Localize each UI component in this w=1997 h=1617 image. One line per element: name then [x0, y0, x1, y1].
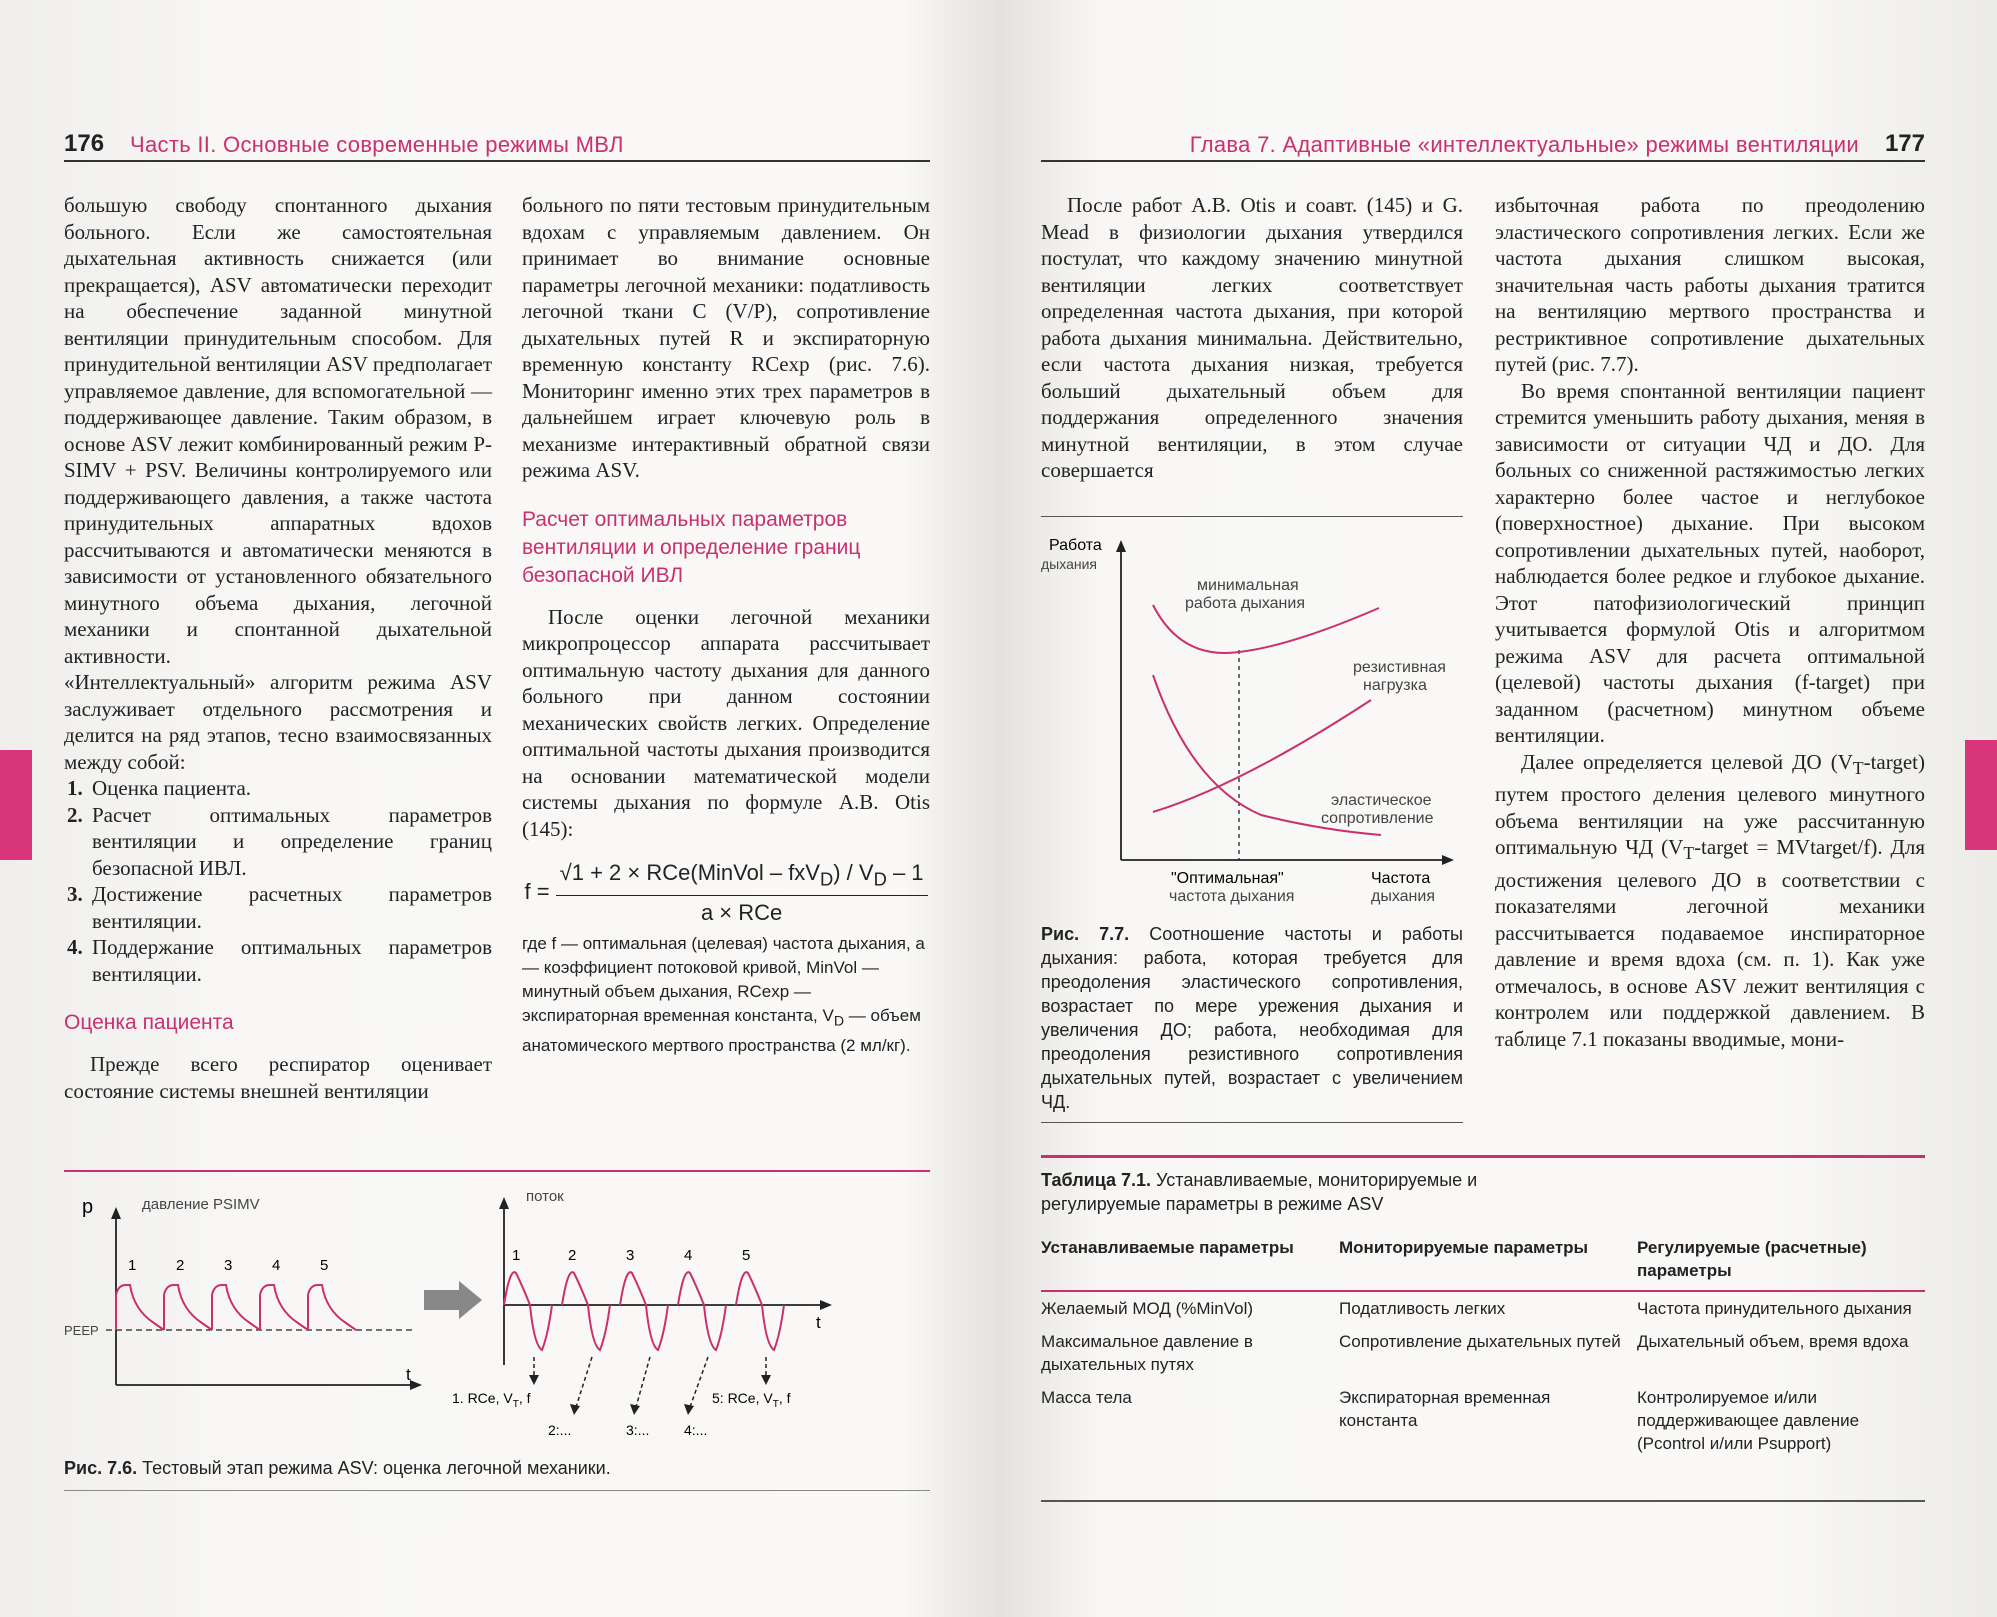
fig77-caption-text: Соотношение частоты и работы дыхания: работа, которая требуется для преодоления эластического сопротивления, возрастает по мере урежения дыхания и увеличения ДО; работа, необходимая для преодоления резистивного сопротивления дыхательных путей, возрастает с увеличением ЧД. [1041, 924, 1463, 1112]
resistive-label-2: нагрузка [1363, 677, 1427, 694]
right-column-2 [1495, 192, 1925, 1052]
breath-number: 2 [176, 1257, 185, 1274]
pressure-waveform [116, 1285, 356, 1330]
asv-parameters-table [1041, 1230, 1925, 1460]
breath-number: 4 [684, 1247, 693, 1264]
list-item: 1. Оценка пациента. [88, 775, 492, 802]
table-cell: Максимальное давление в дыхательных путях [1041, 1332, 1253, 1374]
breath-number: 5 [742, 1247, 751, 1264]
fig77-top-rule [1041, 516, 1463, 517]
pressure-x-arrow [410, 1380, 422, 1390]
table-header: Мониторируемые параметры [1339, 1230, 1637, 1291]
y-axis-label-1: Работа [1049, 537, 1102, 554]
pressure-psimv-label: давление PSIMV [142, 1196, 260, 1213]
breath-number: 5 [320, 1257, 329, 1274]
annot-arrowhead-1 [529, 1375, 539, 1385]
section-heading-patient-assessment: Оценка пациента [64, 1011, 234, 1034]
table-bottom-rule [1041, 1500, 1925, 1502]
formula-lhs: f = [524, 879, 550, 905]
t-label-right: t [816, 1313, 821, 1332]
optimal-freq-label-2: частота дыхания [1169, 888, 1295, 905]
elastic-label-1: эластическое [1331, 792, 1432, 809]
table-cell: Частота принудительного дыхания [1637, 1299, 1912, 1318]
p-label: p [82, 1196, 94, 1218]
fig76-caption-label: Рис. 7.6. [64, 1458, 138, 1478]
annot-breath-5: 5: RCe, $V_T$, f [712, 1390, 791, 1410]
table-caption-label: Таблица 7.1. [1041, 1170, 1152, 1190]
flow-y-arrow [499, 1197, 509, 1209]
right-col2-paragraph: избыточная работа по преодолению эластического сопротивления легких. Если же частота дыхания слишком высокая, значительная часть работы дыхания тратится на вентиляцию мертвого пространства и рестриктивное сопротивление дыхательных путей (рис. 7.7). [1495, 193, 1925, 376]
right-running-header [1041, 130, 1925, 162]
table-cell: Контролируемое и/или поддерживающее давление (Pcontrol и/или Psupport) [1637, 1388, 1860, 1453]
x-axis-label-2: дыхания [1371, 888, 1435, 905]
right-column-1 [1041, 192, 1463, 484]
annot-arrow-3 [636, 1357, 650, 1407]
min-work-label-2: работа дыхания [1185, 595, 1305, 612]
list-item: 4. Поддержание оптимальных параметров вентиляции. [88, 934, 492, 987]
figure-top-rule [64, 1170, 930, 1172]
flow-waveform [504, 1272, 784, 1350]
left-col2-paragraph-2: После оценки легочной механики микропроцессор аппарата рассчитывает оптимальную частоту дыхания для данного больного при данном состоянии механических свойств легких. Определение оптимальной частоты дыхания производится на основании математической модели системы дыхания по формуле A.B. Otis (145): [522, 604, 930, 841]
figure-7-6 [64, 1185, 930, 1450]
transition-arrow-icon [424, 1281, 482, 1319]
section-heading-optimal-params: Расчет оптимальных параметров вентиляции и определение границ безопасной ИВЛ [522, 507, 861, 587]
left-thumb-tab [0, 750, 32, 860]
annot-breath-4: 4:... [684, 1422, 708, 1438]
optimal-freq-label-1: "Оптимальная" [1171, 870, 1284, 887]
annot-breath-1: 1. RCe, $V_T$, f [452, 1390, 531, 1410]
table-cell: Экспираторная временная константа [1339, 1388, 1551, 1430]
left-page-number: 176 [64, 130, 105, 157]
annot-arrowhead-3 [630, 1404, 640, 1415]
breath-number: 3 [224, 1257, 233, 1274]
list-item: 2. Расчет оптимальных параметров вентиляции и определение границ безопасной ИВЛ. [88, 802, 492, 882]
right-page-number: 177 [1884, 130, 1925, 157]
t-label-left: t [406, 1365, 411, 1384]
annot-arrowhead-2 [570, 1404, 580, 1415]
left-column-1 [64, 192, 492, 1104]
table-row [1041, 1291, 1925, 1325]
breath-number: 4 [272, 1257, 281, 1274]
flow-label: поток [526, 1188, 564, 1205]
y-axis-label-2: дыхания [1041, 556, 1097, 572]
table-cell: Масса тела [1041, 1388, 1132, 1407]
table-row [1041, 1381, 1925, 1460]
left-column-2 [522, 192, 930, 1058]
right-col2-paragraph-2: Во время спонтанной вентиляции пациент стремится уменьшить работу дыхания, меняя в зависимости от ситуации ЧД и ДО. Для больных со сниженной растяжимостью легких характерно более частое и неглубокое (поверхностное) дыхание. При высоком сопротивлении дыхательных путей, наоборот, наблюдается более редкое и глубокое дыхание. Этот патофизиологический принцип учитывается формулой Otis и алгоритмом режима ASV для расчета оптимальной (целевой) частоты дыхания (f-target) при заданном (расчетном) минутном объеме вентиляции. [1495, 378, 1925, 747]
breath-number: 2 [568, 1247, 577, 1264]
left-running-header [64, 130, 930, 162]
formula-numerator: √1 + 2 × RCe(MinVol – $fxV_D) / V_D - 1$ [556, 860, 928, 896]
flow-x-arrow [820, 1300, 832, 1310]
table-header-row [1041, 1230, 1925, 1291]
fig76-caption-text: Тестовый этап режима ASV: оценка легочной механики. [142, 1458, 611, 1478]
table-cell: Податливость легких [1339, 1299, 1506, 1318]
otis-formula [522, 860, 930, 926]
formula-fraction [556, 860, 928, 926]
table-cell: Сопротивление дыхательных путей [1339, 1332, 1621, 1351]
breath-number: 1 [512, 1247, 521, 1264]
figure-7-7 [1041, 530, 1463, 910]
table-header: Регулируемые (расчетные) параметры [1637, 1230, 1925, 1291]
peep-label: PEEP [64, 1323, 99, 1338]
breath-number: 1 [128, 1257, 137, 1274]
fig76-caption [64, 1456, 930, 1480]
breath-number: 3 [626, 1247, 635, 1264]
total-work-curve [1153, 605, 1379, 653]
table-header: Устанавливаемые параметры [1041, 1230, 1339, 1291]
table-row [1041, 1325, 1925, 1381]
x-axis-label-1: Частота [1371, 870, 1431, 887]
annot-arrowhead-5 [761, 1375, 771, 1385]
pressure-y-arrow [111, 1207, 121, 1219]
left-col1-paragraph-3: Прежде всего респиратор оценивает состояние системы внешней вентиляции [64, 1052, 492, 1103]
work-y-arrow [1116, 540, 1126, 552]
annot-breath-3: 3:... [626, 1422, 650, 1438]
formula-denominator: a × RCe [700, 899, 783, 925]
table-cell: Дыхательный объем, время вдоха [1637, 1332, 1909, 1351]
min-work-label-1: минимальная [1197, 577, 1299, 594]
fig77-caption-label: Рис. 7.7. [1041, 924, 1130, 944]
resistive-label-1: резистивная [1353, 659, 1446, 676]
fig77-bottom-rule [1041, 1122, 1463, 1123]
right-col1-paragraph: После работ A.B. Otis и соавт. (145) и G. Mead в физиологии дыхания утвердился постулат, что каждому значению минутной вентиляции легких соответствует определенная частота дыхания, при которой работа дыхания минимальна. Действительно, если частота дыхания низкая, требуется больший дыхательный объем для поддержания определенного значения минутной вентиляции, в этом случае совершается [1041, 193, 1463, 482]
annot-arrow-2 [576, 1357, 592, 1407]
list-item: 3. Достижение расчетных параметров вентиляции. [88, 881, 492, 934]
table-caption-text: Устанавливаемые, мониторируемые и регулируемые параметры в режиме ASV [1041, 1170, 1478, 1214]
fig77-caption [1041, 922, 1463, 1114]
formula-legend: где f — оптимальная (целевая) частота дыхания, a — коэффициент потоковой кривой, MinVol — минутный объем дыхания, RCexp — экспираторная временная константа, $V_D$ — объем анатомического мертвого пространства (2 мл/кг). [522, 934, 925, 1055]
right-page [999, 0, 1997, 1617]
right-thumb-tab [1965, 740, 1997, 850]
annot-breath-2: 2:... [548, 1422, 572, 1438]
left-col2-paragraph: больного по пяти тестовым принудительным вдохам с управляемым давлением. Он принимает во внимание основные параметры легочной механики: податливость легочной ткани C (V/P), сопротивление дыхательных путей R и экспираторную временную константу RCexp (рис. 7.6). Мониторинг именно этих трех параметров в дальнейшем играет ключевую роль в механизме интерактивный обратной связи режима ASV. [522, 193, 930, 482]
right-col2-paragraph-3: Далее определяется целевой ДО $(V_T-target)$ путем простого деления целевого минутного объема вентиляции на уже рассчитанную оптимальную ЧД ($V_T$-target = MVtarget/f). Для достижения целевого ДО в соответствии с показателями легочной механики рассчитывается подаваемое инспираторное давление и время вдоха (см. п. 1). Как уже отмечалось, в основе ASV лежит вентиляция с контролем или поддержкой давлением. В таблице 7.1 показаны вводимые, мони- [1495, 749, 1926, 1051]
elastic-label-2: сопротивление [1321, 810, 1434, 827]
annot-arrowhead-4 [684, 1404, 694, 1415]
table-caption [1041, 1168, 1601, 1216]
left-col1-paragraph-2: «Интеллектуальный» алгоритм режима ASV заслуживает отдельного рассмотрения и делится на ряд этапов, тесно взаимосвязанных между собой: [64, 670, 492, 774]
annot-arrow-4 [690, 1357, 708, 1407]
left-running-title: Часть II. Основные современные режимы МВЛ [130, 132, 624, 157]
table-top-rule [1041, 1155, 1925, 1158]
asv-stages-list [64, 775, 492, 987]
figure-bottom-rule [64, 1490, 930, 1491]
left-page [0, 0, 998, 1617]
freq-x-arrow [1442, 855, 1454, 865]
right-running-title: Глава 7. Адаптивные «интеллектуальные» режимы вентиляции [1189, 132, 1859, 157]
table-cell: Желаемый МОД (%MinVol) [1041, 1299, 1254, 1318]
left-col1-paragraph: большую свободу спонтанного дыхания больного. Если же самостоятельная дыхательная активность снижается (или прекращается), ASV автоматически переходит на обеспечение заданной минутной вентиляции принудительным способом. Для принудительной вентиляции ASV предполагает управляемое давление, для вспомогательной — поддерживающее давление. Таким образом, в основе ASV лежит комбинированный режим P-SIMV + PSV. Величины контролируемого или поддерживающего давления, а также частота принудительных аппаратных вдохов рассчитываются и автоматически меняются в зависимости от установленного обязательного минутного объема дыхания, легочной механики и спонтанной дыхательной активности. [64, 193, 493, 668]
